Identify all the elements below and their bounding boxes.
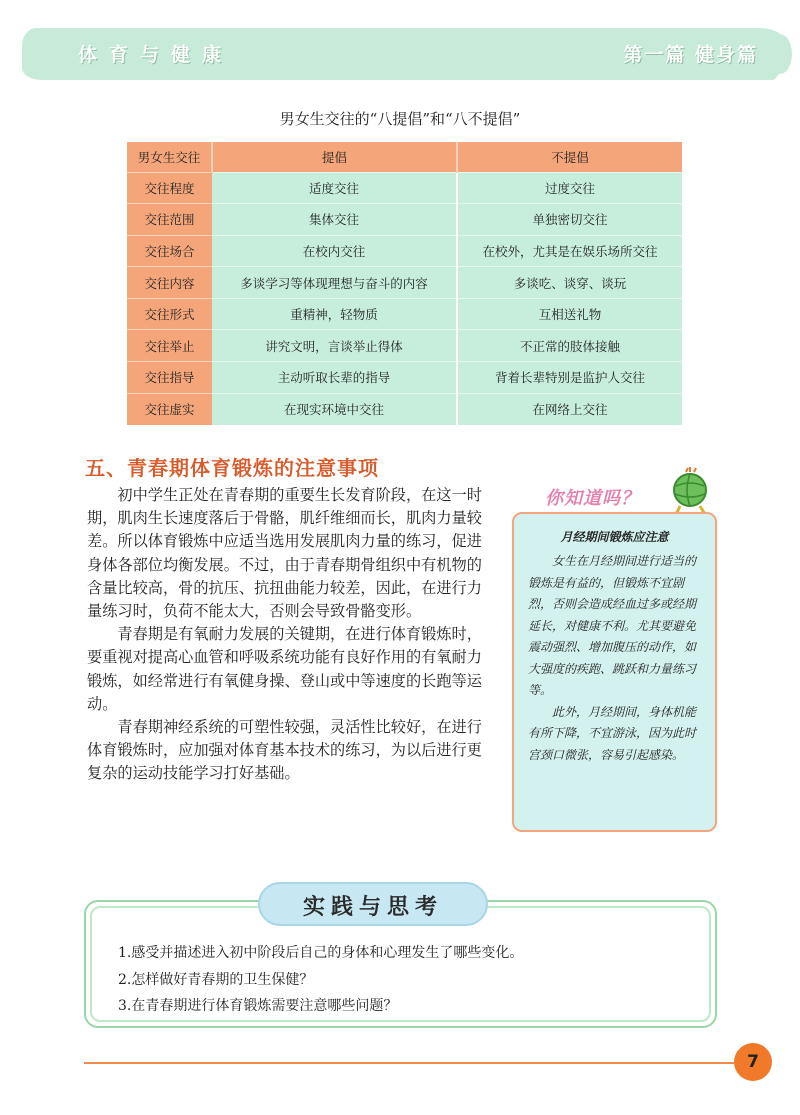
row-label: 交往举止 bbox=[127, 330, 212, 362]
paragraph: 青春期神经系统的可塑性较强，灵活性比较好，在进行体育锻炼时，应加强对体育基本技术的练习，为以后进行更复杂的运动技能学习打好基础。 bbox=[87, 718, 482, 783]
did-you-know-box-title: 月经期间锻炼应注意 bbox=[560, 530, 669, 544]
chapter-title: 第一篇 健身篇 bbox=[623, 44, 758, 66]
table-cell: 不正常的肢体接触 bbox=[457, 330, 682, 362]
table-row bbox=[127, 267, 682, 299]
practice-item: 3.在青春期进行体育锻炼需要注意哪些问题？ bbox=[118, 998, 398, 1014]
table-row bbox=[127, 172, 682, 204]
header-cell: 不提倡 bbox=[457, 142, 682, 172]
table-row bbox=[127, 362, 682, 394]
header-cell: 提倡 bbox=[212, 142, 457, 172]
practice-list bbox=[118, 940, 698, 1020]
table-row bbox=[127, 204, 682, 236]
header-cell: 男女生交往 bbox=[127, 142, 212, 172]
did-you-know-box bbox=[512, 512, 717, 832]
header-banner bbox=[22, 28, 782, 80]
table-cell: 在网络上交往 bbox=[457, 393, 682, 425]
row-label: 交往形式 bbox=[127, 298, 212, 330]
table-cell: 重精神，轻物质 bbox=[212, 298, 457, 330]
footer-divider bbox=[84, 1062, 734, 1064]
practice-banner bbox=[258, 882, 488, 926]
table-cell: 背着长辈特别是监护人交往 bbox=[457, 362, 682, 394]
table-cell: 多谈学习等体现理想与奋斗的内容 bbox=[212, 267, 457, 299]
table-cell: 适度交往 bbox=[212, 172, 457, 204]
table-title: 男女生交往的“八提倡”和“八不提倡” bbox=[279, 110, 521, 128]
did-you-know-paragraph: 此外，月经期间，身体机能有所下降，不宜游泳，因为此时宫颈口微张，容易引起感染。 bbox=[528, 704, 697, 762]
table-cell: 单独密切交往 bbox=[457, 204, 682, 236]
table-cell: 在校内交往 bbox=[212, 235, 457, 267]
table-cell: 集体交往 bbox=[212, 204, 457, 236]
table-header-row bbox=[127, 142, 682, 172]
paragraph: 初中学生正处在青春期的重要生长发育阶段，在这一时期，肌肉生长速度落后于骨骼，肌纤维细而长，肌肉力量较差。所以体育锻炼中应适当选用发展肌肉力量的练习，促进身体各部位均衡发展。不过，由于青春期骨组织中有机物的含量比较高，骨的抗压、抗扭曲能力较差，因此，在进行力量练习时，负荷不能太大，否则会导致骨骼变形。 bbox=[87, 486, 482, 621]
practice-item: 1.感受并描述进入初中阶段后自己的身体和心理发生了哪些变化。 bbox=[118, 945, 524, 961]
row-label: 交往指导 bbox=[127, 362, 212, 394]
row-label: 交往场合 bbox=[127, 235, 212, 267]
practice-item: 2.怎样做好青春期的卫生保健？ bbox=[118, 971, 314, 988]
page-number-badge: 7 bbox=[734, 1043, 772, 1081]
table-cell: 讲究文明，言谈举止得体 bbox=[212, 330, 457, 362]
paragraph: 青春期是有氧耐力发展的关键期，在进行体育锻炼时，要重视对提高心血管和呼吸系统功能有良好作用的有氧耐力锻炼，如经常进行有氧健身操、登山或中等速度的长跑等运动。 bbox=[87, 625, 482, 713]
row-label: 交往虚实 bbox=[127, 393, 212, 425]
row-label: 交往程度 bbox=[127, 172, 212, 204]
book-title: 体育与健康 bbox=[78, 44, 234, 66]
table-row bbox=[127, 393, 682, 425]
comparison-table bbox=[127, 142, 682, 425]
practice-title: 实践与思考 bbox=[302, 895, 443, 920]
table-row bbox=[127, 235, 682, 267]
table-row bbox=[127, 330, 682, 362]
table-cell: 互相送礼物 bbox=[457, 298, 682, 330]
row-label: 交往内容 bbox=[127, 267, 212, 299]
table-cell: 过度交往 bbox=[457, 172, 682, 204]
table-cell: 在校外，尤其是在娱乐场所交往 bbox=[457, 235, 682, 267]
body-text bbox=[87, 484, 487, 786]
row-label: 交往范围 bbox=[127, 204, 212, 236]
did-you-know-paragraph: 女生在月经期间进行适当的锻炼是有益的，但锻炼不宜剧烈，否则会造成经血过多或经期延长，对健康不利。尤其要避免震动强烈、增加腹压的动作，如大强度的疾跑、跳跃和力量练习等。 bbox=[528, 554, 697, 697]
did-you-know-title: 你知道吗？ bbox=[545, 488, 640, 509]
table-cell: 在现实环境中交往 bbox=[212, 393, 457, 425]
table-row bbox=[127, 298, 682, 330]
table-cell: 多谈吃、谈穿、谈玩 bbox=[457, 267, 682, 299]
table-cell: 主动听取长辈的指导 bbox=[212, 362, 457, 394]
section-heading: 五、青春期体育锻炼的注意事项 bbox=[85, 452, 379, 481]
